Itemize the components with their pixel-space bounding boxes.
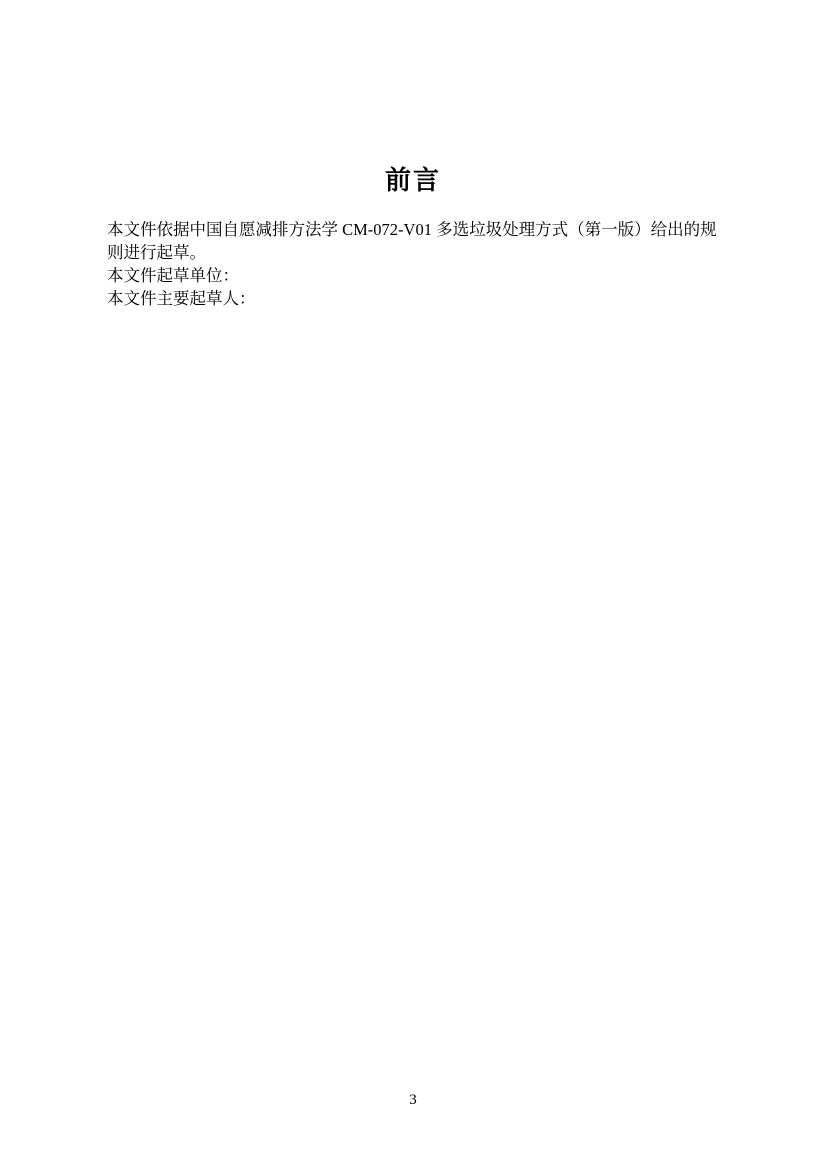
body-content bbox=[107, 218, 727, 310]
paragraph-basis: 本文件依据中国自愿减排方法学 CM-072-V01 多选垃圾处理方式（第一版）给出的规则进行起草。 bbox=[107, 220, 717, 262]
paragraph-drafting-organization: 本文件起草单位： bbox=[107, 266, 239, 285]
page-number: 3 bbox=[409, 1092, 417, 1108]
page-title: 前言 bbox=[384, 166, 441, 196]
paragraph-main-drafters: 本文件主要起草人： bbox=[107, 289, 256, 308]
